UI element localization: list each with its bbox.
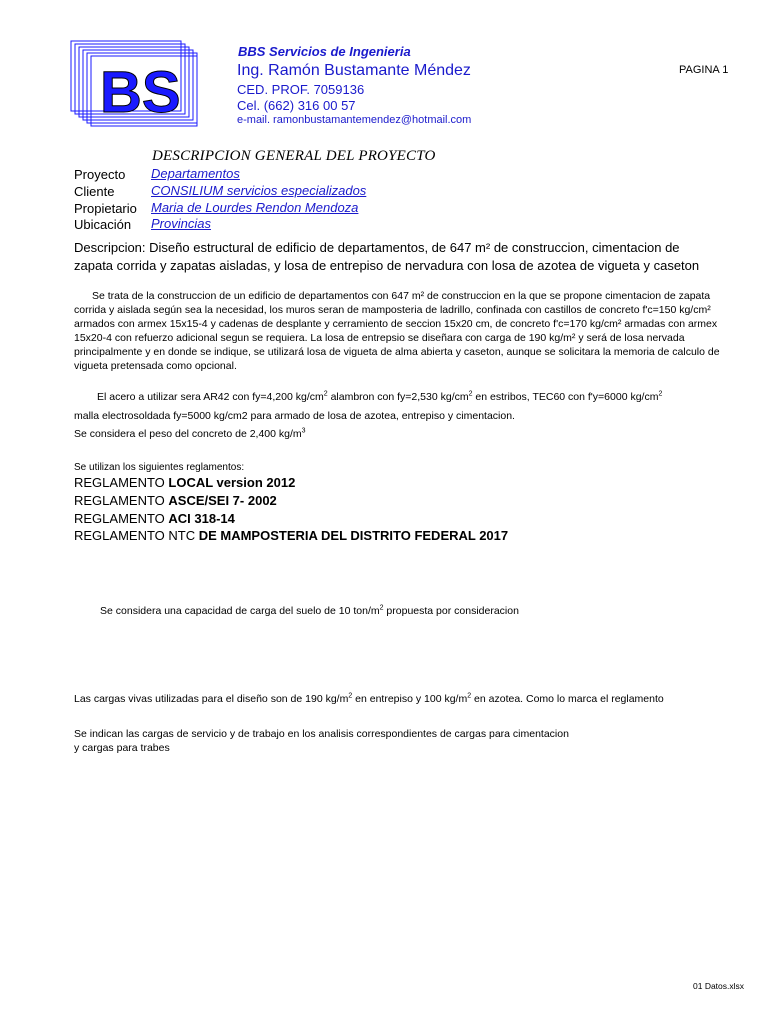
service-loads-line-1: Se indican las cargas de servicio y de trabajo en los analisis correspondientes de cargas para cimentacion	[74, 728, 569, 740]
mesh-line: malla electrosoldada fy=5000 kg/cm2 para armado de losa de azotea, entrepiso y cimentacion.	[74, 410, 515, 422]
footer-filename: 01 Datos.xlsx	[693, 981, 745, 991]
regulation-name: ASCE/SEI 7- 2002	[168, 493, 277, 508]
regulation-prefix: REGLAMENTO	[74, 511, 169, 526]
construction-paragraph: Se trata de la construccion de un edificio de departamentos con 647 m² de construccion en la que se propone cimentacion de zapata corrida y aislada según sea la necesidad, los muros seran de mamposteria de ladrillo, confinada con castillos de concreto f'c=150 kg/cm² armados con armex 15x15-4 y cadenas de desplante y cerramiento de seccion 15x20 cm, de concreto f'c=170 kg/cm² armadas con armex 15x20-4 con refuerzo adicional segun se requiera. La losa de entrepsio se diseñara con carga de 190 kg/m² y será de losa nervada principalmente y en donde se indique, se utilizará losa de vigueta de alma abierta y caseton, aunque se solicitara la memoria de calculo de vigueta pretensada como opcional.	[74, 290, 720, 372]
value-cliente[interactable]: CONSILIUM servicios especializados	[151, 183, 367, 198]
live-sup-a: 2	[348, 692, 353, 700]
regulation-item	[74, 475, 295, 490]
company-logo	[70, 40, 200, 128]
steel-text-c: en estribos, TEC60 con f'y=6000 kg/cm	[472, 391, 659, 403]
steel-sup-c: 2	[658, 390, 663, 398]
live-text-c: en azotea. Como lo marca el reglamento	[471, 693, 664, 705]
regulation-prefix: REGLAMENTO	[74, 493, 169, 508]
phone-number: Cel. (662) 316 00 57	[237, 98, 356, 113]
concrete-weight-line	[74, 428, 306, 440]
soil-text-a: Se considera una capacidad de carga del suelo de 10 ton/m	[100, 605, 380, 617]
steel-sup-a: 2	[323, 390, 328, 398]
email-address: e-mail. ramonbustamantemendez@hotmail.com	[237, 114, 472, 126]
regulation-name: ACI 318-14	[168, 511, 235, 526]
label-propietario: Propietario	[74, 201, 137, 216]
steel-line	[97, 391, 662, 403]
regulation-name: LOCAL version 2012	[168, 475, 296, 490]
value-propietario[interactable]: Maria de Lourdes Rendon Mendoza	[151, 200, 359, 215]
soil-sup: 2	[379, 604, 384, 612]
label-proyecto: Proyecto	[74, 167, 126, 182]
value-proyecto[interactable]: Departamentos	[151, 166, 240, 181]
label-cliente: Cliente	[74, 184, 115, 199]
weight-text: Se considera el peso del concreto de 2,400 kg/m	[74, 428, 302, 440]
page-number: PAGINA 1	[679, 64, 729, 76]
professional-id: CED. PROF. 7059136	[237, 82, 365, 97]
live-text-b: en entrepiso y 100 kg/m	[352, 693, 468, 705]
engineer-name: Ing. Ramón Bustamante Méndez	[237, 62, 471, 79]
company-name: BBS Servicios de Ingenieria	[238, 44, 411, 59]
live-sup-b: 2	[467, 692, 472, 700]
steel-text-a: El acero a utilizar sera AR42 con fy=4,200 kg/cm	[97, 391, 324, 403]
label-ubicacion: Ubicación	[74, 217, 132, 232]
regulation-prefix: REGLAMENTO NTC	[74, 528, 199, 543]
value-ubicacion[interactable]: Provincias	[151, 216, 211, 231]
live-text-a: Las cargas vivas utilizadas para el diseño son de 190 kg/m	[74, 693, 349, 705]
soil-text-b: propuesta por consideracion	[383, 605, 519, 617]
regulation-item	[74, 493, 277, 508]
regulation-name: DE MAMPOSTERIA DEL DISTRITO FEDERAL 2017	[198, 528, 509, 543]
soil-capacity-line	[100, 605, 519, 617]
project-description: Descripcion: Diseño estructural de edificio de departamentos, de 647 m² de construccion, cimentacion de zapata corrida y zapatas aisladas, y losa de entrepiso de nervadura con losa de azotea de vigueta y caseton	[74, 240, 700, 273]
regulation-item	[74, 528, 508, 543]
regulations-intro: Se utilizan los siguientes reglamentos:	[74, 462, 245, 473]
regulation-item	[74, 511, 235, 526]
steel-sup-b: 2	[468, 390, 473, 398]
service-loads-line-2: y cargas para trabes	[74, 742, 170, 754]
section-title: DESCRIPCION GENERAL DEL PROYECTO	[152, 148, 436, 164]
weight-sup: 3	[301, 427, 306, 435]
steel-text-b: alambron con fy=2,530 kg/cm	[327, 391, 469, 403]
regulation-prefix: REGLAMENTO	[74, 475, 169, 490]
logo-lettering: BS	[100, 60, 181, 125]
live-loads-line	[74, 693, 664, 705]
